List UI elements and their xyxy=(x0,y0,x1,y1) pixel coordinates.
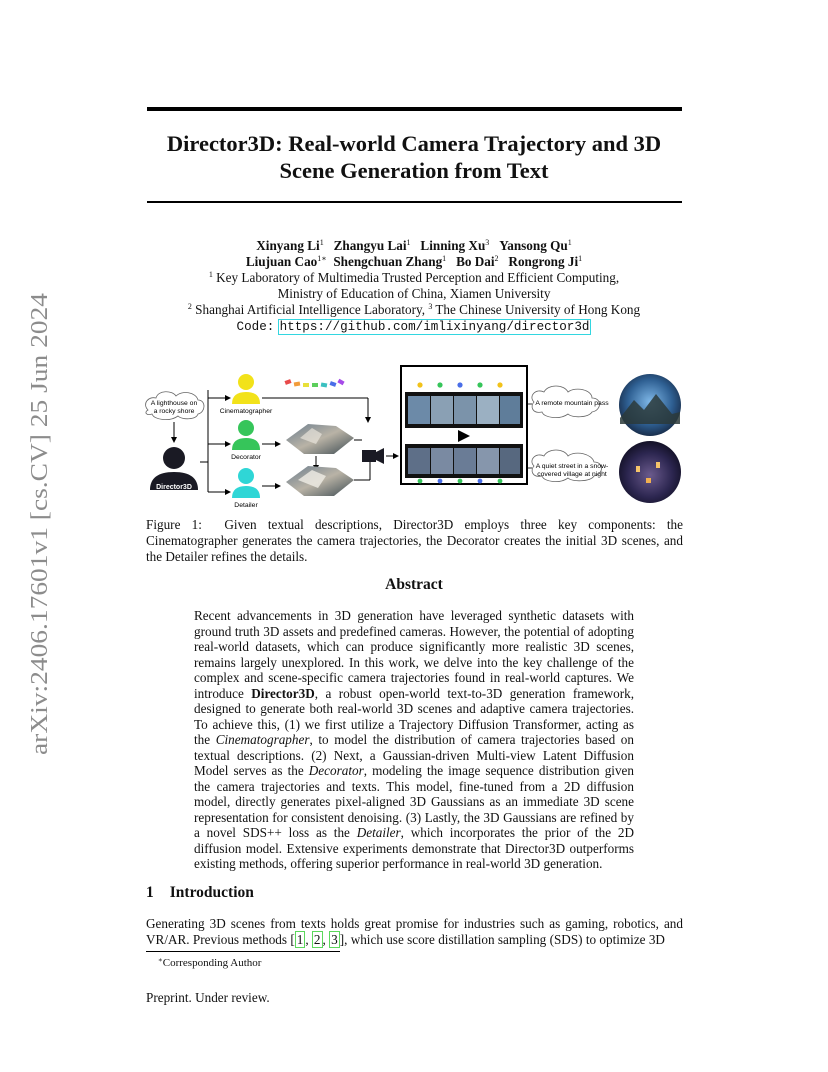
footnote-rule xyxy=(146,951,340,952)
intro-text: , xyxy=(305,932,312,947)
snowy-village-result xyxy=(619,441,681,503)
code-link[interactable]: https://github.com/imlixinyang/director3d xyxy=(279,320,590,334)
code-label: Code: xyxy=(236,320,275,334)
title-top-rule xyxy=(147,107,682,111)
paper-title xyxy=(100,130,728,184)
author-line-2 xyxy=(100,254,728,270)
rendered-video-panel xyxy=(401,366,527,484)
director3d-label: Director3D xyxy=(156,484,192,491)
intro-paragraph xyxy=(146,916,683,948)
abstract-text: Recent advancements in 3D generation have leveraged synthetic datasets with ground truth 3D assets and predefined cameras. However, the potential of adopting real-world datasets, which can produce significantly more realistic 3D scenes, remains largely unexplored. In this work, we delve into the key challenge of the complex and scene-specific camera trajectories found in real-world captures. We introduce xyxy=(194,608,634,701)
abstract-text: , which incorporates the prior of the 2D diffusion model. Extensive experiments demonstrate that Director3D outperforms existing methods, offering superior performance in real-world 3D generation. xyxy=(194,825,634,871)
author-affil: 1∗ xyxy=(317,254,327,263)
section-heading-introduction xyxy=(146,884,270,902)
arxiv-id: arXiv:2406.17601v1 [cs.CV] 25 Jun 2024 xyxy=(27,351,53,755)
intro-text: Generating 3D scenes from texts holds great promise for industries such as gaming, robotics, and VR/AR. Previous methods [ xyxy=(146,916,683,947)
title-bottom-rule xyxy=(147,201,682,203)
affil-mark: 2 xyxy=(187,302,192,311)
figure-1 xyxy=(140,362,688,512)
author-name: Xinyang Li xyxy=(256,238,320,253)
detailer-agent xyxy=(232,468,260,509)
refined-3d-scene xyxy=(286,466,354,496)
abstract-heading: Abstract xyxy=(385,576,443,593)
right-prompt-2-line-1: A quiet street in a snow- xyxy=(535,463,609,470)
right-prompt-cloud-2 xyxy=(532,450,608,482)
title-line-2: Scene Generation from Text xyxy=(279,158,549,183)
initial-3d-scene xyxy=(286,424,354,454)
affil-text: The Chinese University of Hong Kong xyxy=(435,302,641,317)
author-name: Bo Dai xyxy=(456,254,495,269)
left-prompt-line-2: a rocky shore xyxy=(153,408,195,415)
author-line-1 xyxy=(100,238,728,254)
abstract-italic: Decorator xyxy=(308,763,364,778)
section-title: Introduction xyxy=(169,884,254,901)
footnote xyxy=(158,956,261,969)
citation-link[interactable]: 2 xyxy=(313,932,321,947)
arxiv-stamp xyxy=(17,290,57,760)
detailer-label: Detailer xyxy=(234,502,258,509)
author-affil: 1 xyxy=(442,254,447,263)
author-name: Yansong Qu xyxy=(499,238,568,253)
affiliation-2-3 xyxy=(100,302,728,318)
author-name: Rongrong Ji xyxy=(508,254,579,269)
affiliation-1 xyxy=(100,270,728,286)
decorator-label: Decorator xyxy=(231,454,261,461)
author-block xyxy=(100,238,728,335)
author-name: Shengchuan Zhang xyxy=(333,254,443,269)
author-affil: 1 xyxy=(406,238,411,247)
right-prompt-1: A remote mountain pass xyxy=(535,400,609,407)
citation-link[interactable]: 3 xyxy=(331,932,338,947)
section-number: 1 xyxy=(146,884,154,901)
author-affil: 2 xyxy=(494,254,499,263)
right-prompt-cloud-1 xyxy=(532,386,609,418)
director3d-agent xyxy=(150,447,198,491)
figure-caption xyxy=(146,517,683,565)
affil-text: Key Laboratory of Multimedia Trusted Perception and Efficient Computing, xyxy=(216,270,620,285)
abstract-italic: Detailer xyxy=(356,825,401,840)
caption-text: Given textual descriptions, Director3D employs three key components: the Cinematographer generates the camera trajectories, the Decorator creates the initial 3D scenes, and the Detailer refines the details. xyxy=(146,517,684,564)
caption-label: Figure 1: xyxy=(146,517,202,532)
affil-mark: 3 xyxy=(428,302,433,311)
abstract-text: , modeling the image sequence distribution given the camera trajectories and texts. This model, fine-tuned from a 2D diffusion model, directly generates pixel-aligned 3D Gaussians as an immediate 3D scene representation for consistent denoising. (3) Lastly, the 3D Gaussians are refined by a novel SDS++ loss as the xyxy=(194,763,635,840)
author-name: Zhangyu Lai xyxy=(333,238,407,253)
abstract-text: , to model the distribution of camera trajectories based on textual descriptions. (2) Next, a Gaussian-driven Multi-view Latent Diffusion Model serves as the xyxy=(194,732,634,778)
video-camera-icon xyxy=(362,448,384,464)
abstract-body xyxy=(194,608,634,872)
abstract-bold: Director3D xyxy=(251,685,315,701)
abstract-text: , a robust open-world text-to-3D generation framework, designed to generate both real-world 3D scenes and adaptive camera trajectories. To achieve this, (1) we first utilize a Trajectory Diffusion Transformer, acting as the xyxy=(194,685,634,747)
author-affil: 1 xyxy=(578,254,583,263)
author-affil: 3 xyxy=(485,238,490,247)
affil-text: Shanghai Artificial Intelligence Laboratory, xyxy=(195,302,426,317)
mountain-pass-result xyxy=(619,374,681,436)
cinematographer-agent xyxy=(220,374,273,415)
left-prompt-line-1: A lighthouse on xyxy=(150,400,198,407)
author-name: Liujuan Cao xyxy=(245,254,318,269)
code-line xyxy=(100,318,728,335)
decorator-agent xyxy=(231,420,262,461)
footnote-mark: ∗ xyxy=(158,956,163,964)
author-affil: 1 xyxy=(319,238,324,247)
abstract-italic: Cinematographer xyxy=(215,732,310,747)
author-affil: 1 xyxy=(567,238,572,247)
affiliation-1-cont: Ministry of Education of China, Xiamen University xyxy=(277,286,551,301)
affil-mark: 1 xyxy=(208,270,213,279)
preprint-notice: Preprint. Under review. xyxy=(146,990,270,1005)
right-prompt-2-line-2: covered village at night xyxy=(537,471,607,478)
citation-link[interactable]: 1 xyxy=(296,932,304,947)
author-name: Linning Xu xyxy=(420,238,486,253)
left-prompt-cloud xyxy=(146,392,204,420)
intro-text: ], which use score distillation sampling (SDS) to optimize 3D xyxy=(339,932,665,947)
title-line-1: Director3D: Real-world Camera Trajectory and 3D xyxy=(166,131,662,156)
intro-text: , xyxy=(322,932,330,947)
camera-trajectory-icons xyxy=(284,379,344,388)
footnote-text: Corresponding Author xyxy=(162,957,262,969)
cinematographer-label: Cinematographer xyxy=(219,408,273,415)
